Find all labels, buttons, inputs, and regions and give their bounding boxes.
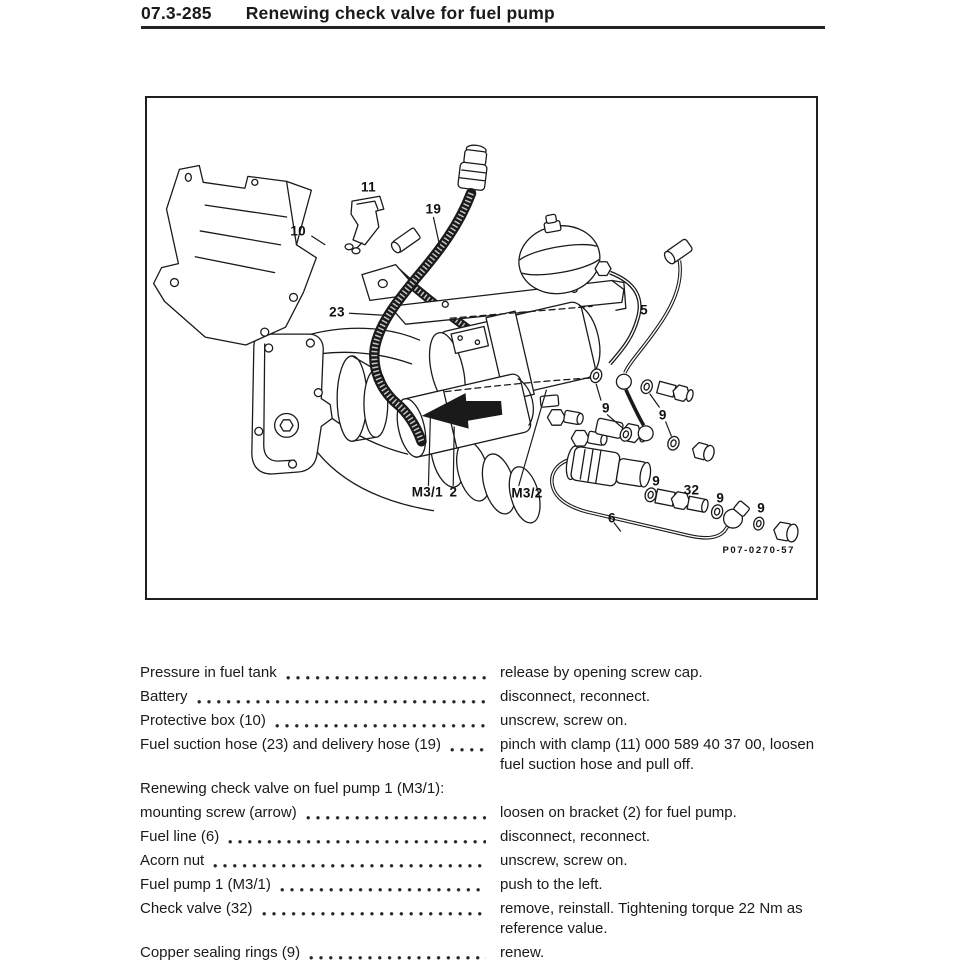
procedure-action: renew. bbox=[500, 944, 545, 961]
procedure-item: Pressure in fuel tank bbox=[140, 664, 277, 681]
hose-bracket-hole bbox=[378, 280, 387, 288]
hose-connector bbox=[564, 445, 653, 492]
procedure-item-cell bbox=[140, 687, 500, 707]
procedure-item-cell bbox=[140, 851, 500, 871]
callout-9d: 9 bbox=[716, 490, 725, 506]
acorn-nut bbox=[691, 441, 716, 462]
procedure-item: Battery bbox=[140, 688, 188, 705]
callout-10: 10 bbox=[290, 223, 306, 239]
procedure-item-cell bbox=[140, 943, 500, 962]
procedure-action: pinch with clamp (11) 000 589 40 37 00, loosen fuel suction hose and pull off. bbox=[500, 736, 815, 773]
callout-11: 11 bbox=[361, 179, 376, 194]
callout-9e: 9 bbox=[757, 500, 766, 515]
dot-leader bbox=[309, 955, 486, 961]
procedure-item-cell bbox=[140, 803, 500, 823]
banjo-bolt bbox=[656, 380, 694, 403]
procedure-action: unscrew, screw on. bbox=[500, 712, 628, 729]
fuel-line-6 bbox=[552, 445, 799, 543]
callout-23: 23 bbox=[329, 304, 345, 319]
dot-leader bbox=[286, 675, 486, 681]
dot-leader bbox=[228, 839, 486, 845]
callout-32: 32 bbox=[683, 482, 700, 498]
section-code: 07.3-285 bbox=[141, 3, 212, 23]
diagram-artwork bbox=[147, 98, 816, 598]
dot-leader bbox=[262, 911, 486, 917]
procedure-item: Check valve (32) bbox=[140, 900, 253, 917]
procedure-action: disconnect, reconnect. bbox=[500, 688, 651, 705]
procedure-action: unscrew, screw on. bbox=[500, 852, 628, 869]
procedure-item: mounting screw (arrow) bbox=[140, 804, 297, 821]
dot-leader bbox=[213, 863, 486, 869]
callout-19: 19 bbox=[425, 201, 442, 217]
check-valve bbox=[655, 488, 710, 514]
procedure-table bbox=[140, 663, 824, 962]
page-header bbox=[141, 3, 555, 24]
procedure-item: Protective box (10) bbox=[140, 712, 266, 729]
procedure-item-cell bbox=[140, 899, 500, 919]
procedure-row bbox=[140, 827, 824, 847]
procedure-row bbox=[140, 711, 824, 731]
procedure-row bbox=[140, 803, 824, 823]
fuel-pump-figure bbox=[145, 96, 818, 600]
procedure-row bbox=[140, 687, 824, 707]
procedure-action: remove, reinstall. Tightening torque 22 Nm as reference value. bbox=[500, 900, 803, 937]
procedure-item: Copper sealing rings (9) bbox=[140, 944, 301, 961]
procedure-row bbox=[140, 735, 824, 775]
callout-9c: 9 bbox=[652, 473, 660, 489]
procedure-subheading-text: Renewing check valve on fuel pump 1 (M3/1): bbox=[140, 780, 445, 797]
procedure-action: loosen on bracket (2) for fuel pump. bbox=[500, 804, 737, 821]
procedure-item: Fuel pump 1 (M3/1) bbox=[140, 876, 271, 893]
dot-leader bbox=[306, 815, 486, 821]
dot-leader bbox=[197, 699, 486, 705]
procedure-row bbox=[140, 663, 824, 683]
dot-leader bbox=[280, 887, 486, 893]
callout-m32: M3/2 bbox=[511, 485, 543, 501]
figure-reference-code: P07-0270-57 bbox=[722, 545, 795, 556]
callout-9b: 9 bbox=[658, 407, 667, 422]
callout-6: 6 bbox=[608, 510, 616, 525]
procedure-action: disconnect, reconnect. bbox=[500, 828, 651, 845]
dot-leader bbox=[450, 747, 486, 753]
procedure-item: Acorn nut bbox=[140, 852, 205, 869]
page-title: Renewing check valve for fuel pump bbox=[245, 3, 555, 23]
procedure-action: push to the left. bbox=[500, 876, 603, 893]
dot-leader bbox=[275, 723, 486, 729]
callout-9a: 9 bbox=[602, 400, 610, 415]
procedure-item-cell bbox=[140, 735, 500, 755]
procedure-action: release by opening screw cap. bbox=[500, 664, 703, 681]
procedure-row bbox=[140, 899, 824, 939]
procedure-item-cell bbox=[140, 663, 500, 683]
acorn-nut bbox=[772, 521, 799, 543]
procedure-item: Fuel suction hose (23) and delivery hose (19) bbox=[140, 736, 441, 753]
procedure-item-cell bbox=[140, 875, 500, 895]
procedure-row bbox=[140, 851, 824, 871]
procedure-item-cell bbox=[140, 827, 500, 847]
callout-m31: M3/1 bbox=[411, 484, 443, 500]
procedure-subheading bbox=[140, 779, 824, 799]
procedure-row bbox=[140, 875, 824, 895]
callout-2: 2 bbox=[449, 484, 458, 500]
protective-box bbox=[154, 165, 317, 345]
header-rule bbox=[141, 26, 825, 29]
callout-5: 5 bbox=[640, 302, 648, 317]
procedure-item: Fuel line (6) bbox=[140, 828, 220, 845]
procedure-item-cell bbox=[140, 711, 500, 731]
hose-clamp-tool bbox=[345, 196, 384, 254]
procedure-row bbox=[140, 943, 824, 962]
